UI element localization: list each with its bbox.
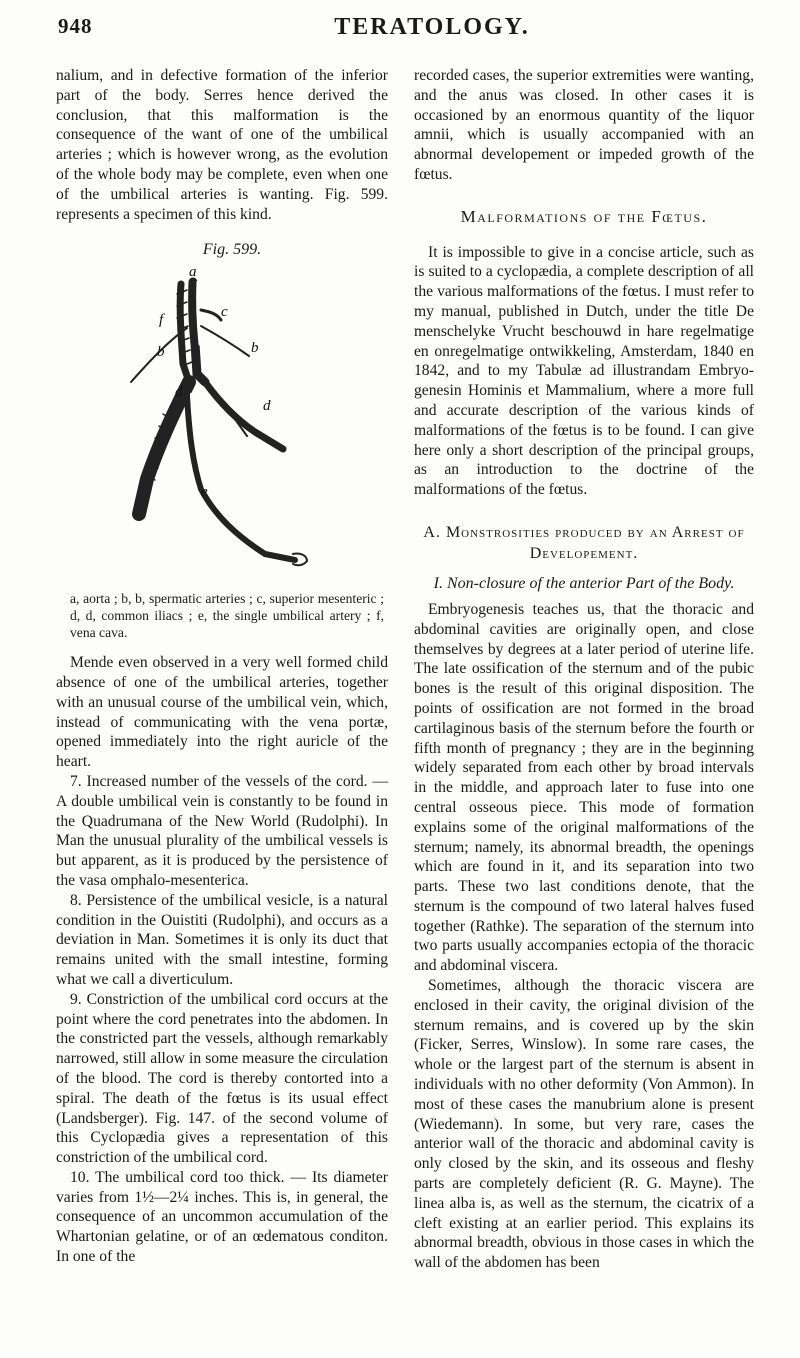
label-e: e [201, 484, 208, 501]
left-paragraph-3: 7. Increased number of the vessels of the cord. — A double umbilical vein is constantly to be found in the Quadrumana of the New World (Rudolphi). In Man the unusual plurality of the umbilical vessels is but apparent, as it is produced by the persistence of the vasa omphalo-mesenterica. [56, 772, 388, 889]
section-title: Malformations of the Fœtus. [460, 206, 708, 226]
label-a: a [189, 264, 197, 281]
running-title: TERATOLOGY. [334, 14, 530, 40]
right-column [414, 66, 754, 1273]
page-header [58, 14, 776, 48]
left-paragraph-6: 10. The umbilical cord too thick. — Its diameter varies from 1½—2¼ inches. This is, in general, the consequence of an uncommon accumulation of the Whartonian gelatine, or of an œdematous conditon. In one of the [56, 1168, 388, 1266]
subsubsection-title: I. Non-closure of the anterior Part of the Body. [433, 574, 735, 592]
left-paragraph-1: nalium, and in defective formation of the inferior part of the body. Serres hence derived the conclusion, that this malformation is the consequence of the want of one of the umbilical arteries ; which is however wrong, as the evolution of the whole body may be complete, even when one of the umbilical arteries is wanting. Fig. 599. represents a specimen of this kind. [56, 67, 388, 223]
right-paragraph-4: Sometimes, although the thoracic viscera are enclosed in their cavity, the original division of the sternum remains, and is covered up by the skin (Ficker, Serres, Winslow). In some rare cases, the whole or the largest part of the sternum is absent in individuals with no other deformity (Von Ammon). In most of these cases the manubrium alone is present (Wiedemann). In some, but very rare, cases the anterior wall of the thoracic and abdominal cavity is only closed by the skin, and its osseous and fleshy parts are completely deficient (R. G. Mayne). The linea alba is, as well as the sternum, the cicatrix of a cleft existing at an earlier period. This explains its abnormal breadth, obvious in those cases in which the wall of the abdomen has been [414, 977, 754, 1272]
spermatic-artery-right [201, 326, 249, 356]
left-paragraph-2: Mende even observed in a very well formed child absence of one of the umbilical arteries, together with an unusual course of the umbilical vein, which, instead of communicating with the vena portæ, opened immediately into the right auricle of the heart. [56, 654, 388, 771]
page-number: 948 [58, 14, 93, 38]
left-paragraph-5: 9. Constriction of the umbilical cord occurs at the point where the cord penetrates into the abdomen. In the constricted part the vessels, although remarkably narrowed, still allow in some measure the circulation of the blood. The cord is thereby contorted into a spiral. The death of the fœtus is its usual effect (Landsberger). Fig. 147. of the second volume of this Cyclopædia gives a representation of this constriction of the umbilical cord. [56, 990, 388, 1167]
label-c: c [221, 304, 228, 321]
common-iliac-left [139, 382, 189, 514]
label-b-left: b [157, 344, 165, 361]
figure-caption: a, aorta ; b, b, spermatic arteries ; c, superior mesenteric ; d, d, common iliacs ; e, the single umbilical artery ; f, vena cava. [70, 591, 384, 641]
figure-title: Fig. 599. [202, 241, 262, 259]
label-b-right: b [251, 340, 259, 357]
left-paragraph-4: 8. Persistence of the umbilical vesicle, is a natural condition in the Ouistiti (Rudolphi), and occurs as a deviation in Man. Sometimes it is only its duct that remains united with the small intestine, forming what we call a diverticulum. [56, 891, 388, 988]
right-paragraph-3: Embryogenesis teaches us, that the thoracic and abdominal cavities are originally open, and close themselves by degrees at a later period of uterine life. The late ossification of the sternum and of the pubic bones is the result of this original disposition. The points of ossification are not formed in the broad cartilaginous basis of the sternum before the fourth or fifth month of pregnancy ; they are in the beginning widely separated from each other by broad intervals in the middle, and approach later to fuse into one central osseous piece. This mode of formation explains some of the original malformations of the sternum; namely, its abnormal breadth, the openings which are found in it, and its separation into two parts. These two last conditions denote, that the sternum is the compound of two lateral halves fused together (Rathke). The separation of the sternum into two parts usually accompanies ectopia of the thoracic and abdominal viscera. [414, 600, 754, 975]
subsection-title: A. Monstrosities produced by an Arrest of Developement. [423, 523, 745, 562]
figure-599-illustration [97, 264, 347, 584]
label-d-left: d [175, 384, 183, 401]
right-paragraph-2: It is impossible to give in a concise article, such as is suited to a cyclopædia, a complete description of all the various malformations of the fœtus. I must refer to my manual, published in Dutch, under the title De menschelyke Vrucht beschouwd in hare regelmatige en onregelmatige ontwikkeling, Amsterdam, 1840 en 1842, and to my Tabulæ ad illustrandam Embryo-genesin Hominis et Mammalium, where a more full and accurate description of the various kinds of malformations of the fœtus is to be found. I can give here only a short description of the principal groups, as an introduction to the doctrine of the malformations of the fœtus. [414, 243, 754, 499]
common-iliac-right [205, 382, 283, 449]
label-f: f [159, 312, 164, 329]
superior-mesenteric-vessel [201, 310, 221, 320]
label-d-right: d [263, 398, 271, 415]
left-column [56, 66, 388, 1267]
right-paragraph-1: recorded cases, the superior extremities were wanting, and the anus was closed. In other cases it is occasioned by an enormous quantity of the liquor amnii, which is usually accompanied with an abnormal developement or impeded growth of the fœtus. [414, 67, 754, 183]
